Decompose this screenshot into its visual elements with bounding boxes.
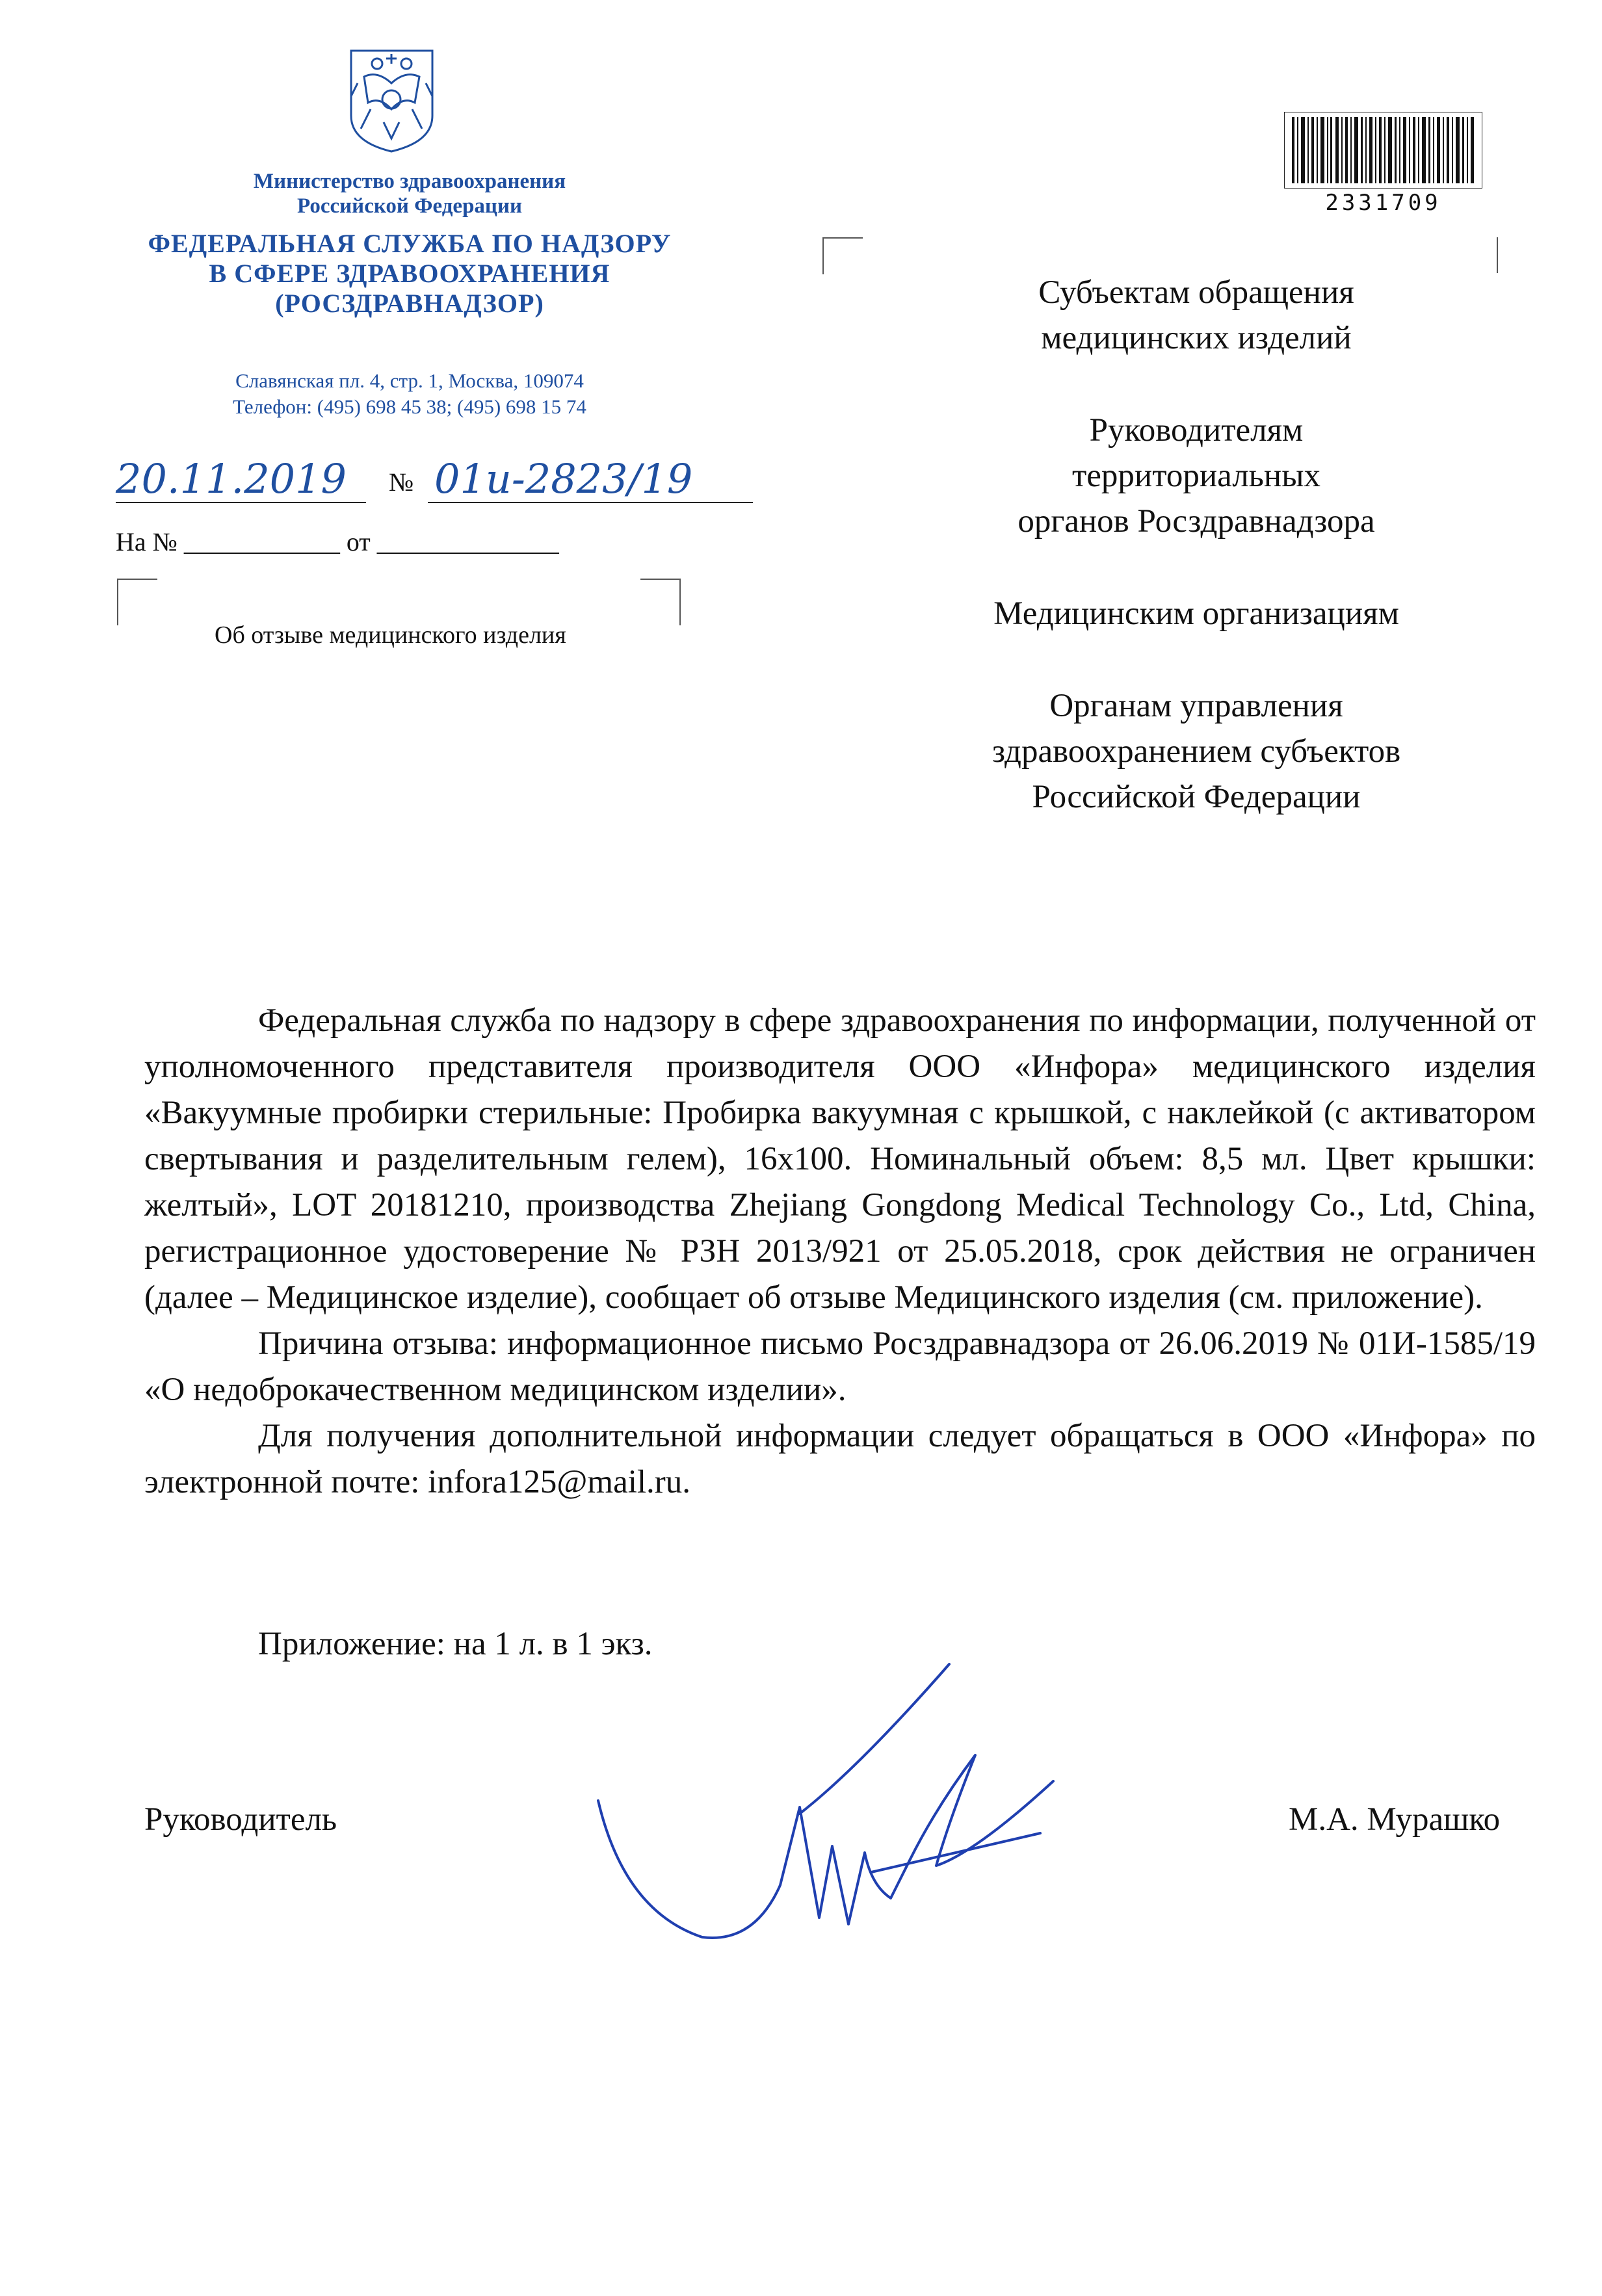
registration-line xyxy=(116,455,831,507)
reply-label: На № xyxy=(116,527,177,556)
reply-number-blank: ____________ xyxy=(183,527,340,556)
handwritten-date: 20.11.2019 xyxy=(116,455,347,502)
barcode-number: 2331709 xyxy=(1325,190,1441,216)
signatory-name: М.А. Мурашко xyxy=(1289,1801,1501,1838)
coat-of-arms-icon xyxy=(338,38,445,155)
service-phone: Телефон: (495) 698 45 38; (495) 698 15 74 xyxy=(233,395,586,418)
barcode-icon xyxy=(1284,112,1482,189)
addressee: Медицинским организациям xyxy=(993,595,1399,632)
signatory-role: Руководитель xyxy=(144,1801,337,1838)
service-address: Славянская пл. 4, стр. 1, Москва, 109074 Телефон: (495) 698 45 38; (495) 698 15 74 xyxy=(117,368,702,420)
addressee: Руководителям территориальных органов Росздравнадзора xyxy=(1018,412,1375,540)
corner-mark xyxy=(822,237,863,274)
number-sign: № xyxy=(389,467,414,497)
from-label: от xyxy=(346,527,371,556)
addressee: Субъектам обращения медицинских изделий xyxy=(1038,274,1354,356)
letter-body xyxy=(144,998,1536,1506)
body-paragraph: Для получения дополнительной информации следует обращаться в ООО «Инфора» по электронной почте: infora125@mail.ru. xyxy=(144,1418,1536,1500)
corner-mark xyxy=(1495,237,1498,273)
corner-mark xyxy=(640,579,681,625)
attachment-note: Приложение: на 1 л. в 1 экз. xyxy=(258,1626,653,1662)
handwritten-signature xyxy=(585,1638,1079,1976)
subject-line: Об отзыве медицинского изделия xyxy=(215,621,566,649)
addressees-block xyxy=(897,270,1495,867)
from-date-blank: ______________ xyxy=(376,527,559,556)
service-name: ФЕДЕРАЛЬНАЯ СЛУЖБА ПО НАДЗОРУ В СФЕРЕ ЗДРАВООХРАНЕНИЯ (РОСЗДРАВНАДЗОР) xyxy=(148,229,672,318)
handwritten-number: 01и-2823/19 xyxy=(434,455,693,502)
reply-line xyxy=(116,527,559,557)
body-paragraph: Федеральная служба по надзору в сфере здравоохранения по информации, полученной от уполномоченного представителя производителя ООО «Инфора» медицинского изделия «Вакуумные пробирки стерильные: Пробирка вакуумная с крышкой, с наклейкой (с активатором свертывания и разделительным гелем), 16x100. Номинальный объем: 8,5 мл. Цвет крышки: желтый», LOT 20181210, производства Zhejiang Gongdong Medical Technology Co., Ltd, China, регистрационное удостоверение № РЗН 2013/921 от 25.05.2018, срок действия не ограничен (далее – Медицинское изделие), сообщает об отзыве Медицинского изделия (см. приложение). xyxy=(144,1002,1536,1316)
ministry-name: Министерство здравоохранения Российской Федерации xyxy=(253,170,566,218)
body-paragraph: Причина отзыва: информационное письмо Росздравнадзора от 26.06.2019 № 01И-1585/19 «О недоброкачественном медицинском изделии». xyxy=(144,1325,1536,1408)
addressee: Органам управления здравоохранением субъектов Российской Федерации xyxy=(991,688,1401,815)
corner-mark xyxy=(117,579,157,625)
